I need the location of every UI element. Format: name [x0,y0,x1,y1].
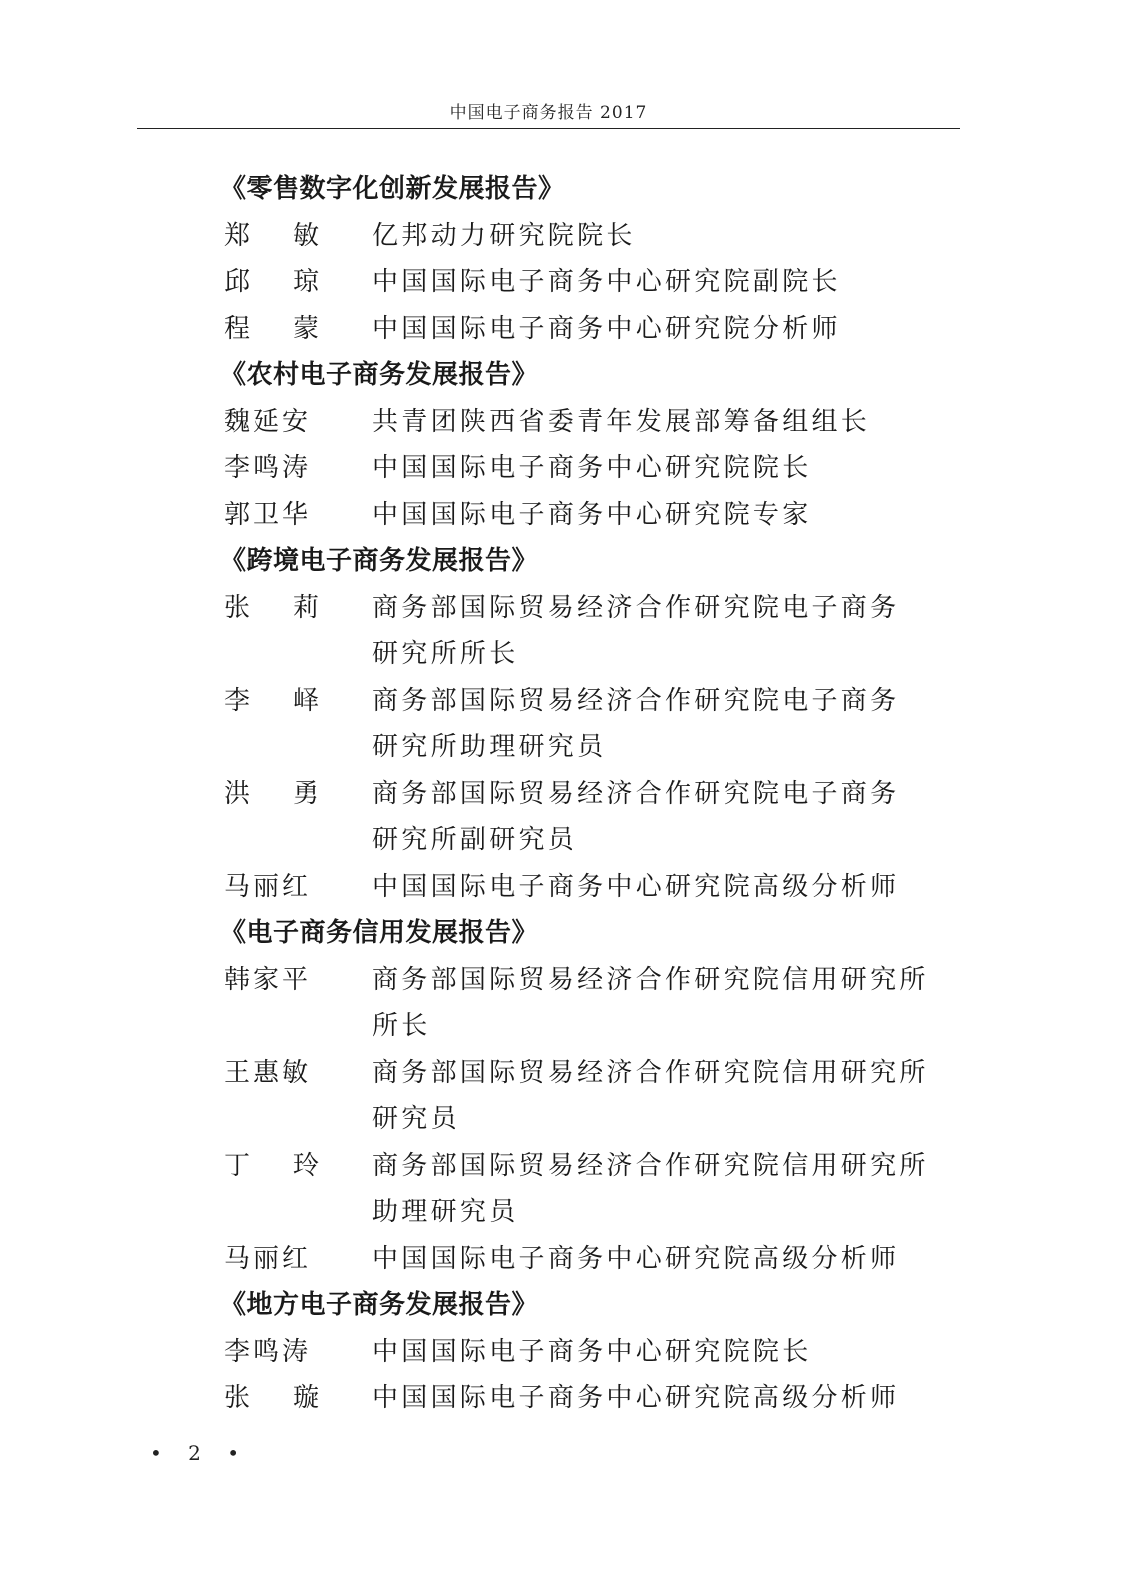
contributor-name: 马 丽 红 [224,871,309,902]
section-title: 《零售数字化创新发展报告》 [220,174,565,204]
role-line: 商务部国际贸易经济合作研究院信用研究所 [372,1150,929,1181]
contributor-name: 李 鸣 涛 [224,453,309,483]
role-line: 共青团陕西省委青年发展部筹备组组长 [372,406,871,437]
contributor-entry [218,259,938,306]
role-line: 研究所所长 [372,639,519,669]
contributor-entry [218,957,938,1050]
role-line: 亿邦动力研究院院长 [372,220,636,251]
section-title: 《地方电子商务发展报告》 [220,1290,539,1320]
contributor-role [372,1375,938,1422]
role-line: 中国国际电子商务中心研究院院长 [372,1336,812,1367]
contributor-name: 郭 卫 华 [224,499,309,530]
role-line: 研究员 [372,1104,460,1134]
contributor-name: 李 峄 [224,685,320,716]
contributor-entry [218,585,938,678]
running-header: 中国电子商务报告 2017 [449,103,648,123]
contributor-entry [218,1375,938,1422]
role-line: 商务部国际贸易经济合作研究院信用研究所 [372,1057,929,1088]
role-line: 商务部国际贸易经济合作研究院电子商务 [372,592,900,623]
contributor-role [372,771,938,864]
contributor-role [372,399,938,446]
contributor-role [372,678,938,771]
header-rule [137,128,960,129]
contributor-name: 韩 家 平 [224,964,309,995]
contributor-role [372,306,938,353]
contributor-name: 程 蒙 [224,313,320,344]
contributor-entry [218,445,938,492]
contributor-role [372,1143,938,1236]
contributor-role [372,957,938,1050]
contributor-role [372,213,938,260]
section-title: 《电子商务信用发展报告》 [220,918,539,948]
role-line: 所长 [372,1011,431,1041]
role-line: 研究所助理研究员 [372,732,607,762]
role-line: 中国国际电子商务中心研究院院长 [372,453,812,483]
contributor-entry [218,1143,938,1236]
contributor-name: 郑 敏 [224,220,320,251]
role-line: 中国国际电子商务中心研究院副院长 [372,267,841,297]
role-line: 中国国际电子商务中心研究院专家 [372,499,812,530]
role-line: 商务部国际贸易经济合作研究院信用研究所 [372,964,929,995]
contributor-name: 王 惠 敏 [224,1057,309,1088]
contributor-name: 马 丽 红 [224,1243,309,1274]
contributor-entry [218,864,938,911]
contributor-entry [218,492,938,539]
role-line: 中国国际电子商务中心研究院分析师 [372,313,841,344]
contributor-name: 李 鸣 涛 [224,1336,309,1367]
contributor-name: 洪 勇 [224,778,320,809]
contributor-role [372,492,938,539]
role-line: 助理研究员 [372,1197,519,1227]
contributor-role [372,864,938,911]
contributor-name: 张 璇 [224,1383,320,1413]
page-number: • 2 • [150,1441,250,1465]
role-line: 中国国际电子商务中心研究院高级分析师 [372,1243,900,1274]
contributor-name: 邱 琼 [224,267,320,297]
role-line: 商务部国际贸易经济合作研究院电子商务 [372,778,900,809]
contributor-entry [218,1329,938,1376]
contributor-list [218,166,938,1422]
section-title: 《跨境电子商务发展报告》 [220,546,539,576]
contributor-role [372,1329,938,1376]
contributor-role [372,1050,938,1143]
contributor-entry [218,306,938,353]
contributor-entry [218,1236,938,1283]
contributor-role [372,445,938,492]
contributor-entry [218,771,938,864]
contributor-entry [218,213,938,260]
contributor-entry [218,1050,938,1143]
role-line: 商务部国际贸易经济合作研究院电子商务 [372,685,900,716]
contributor-role [372,259,938,306]
contributor-entry [218,678,938,771]
role-line: 中国国际电子商务中心研究院高级分析师 [372,1383,900,1413]
role-line: 中国国际电子商务中心研究院高级分析师 [372,871,900,902]
contributor-name: 魏 延 安 [224,406,309,437]
contributor-name: 丁 玲 [224,1150,320,1181]
role-line: 研究所副研究员 [372,825,578,855]
contributor-role [372,1236,938,1283]
contributor-role [372,585,938,678]
section-title: 《农村电子商务发展报告》 [220,360,539,390]
contributor-entry [218,399,938,446]
contributor-name: 张 莉 [224,592,320,623]
